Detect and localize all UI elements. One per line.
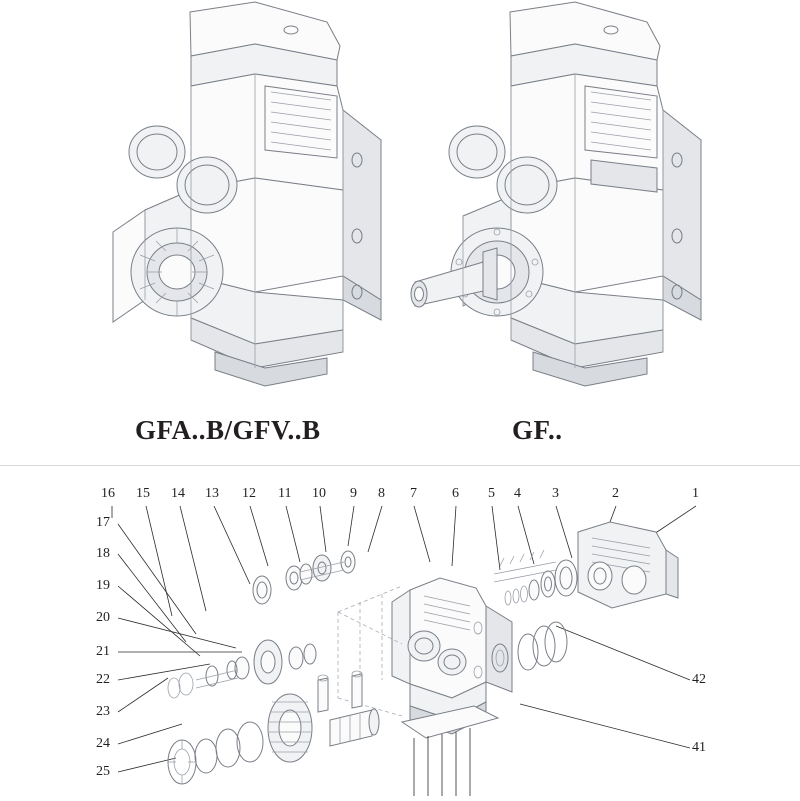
callout-5: 5 (488, 486, 495, 501)
gearbox-drawing-right (405, 0, 705, 405)
callout-12: 12 (242, 486, 256, 501)
callout-19: 19 (96, 578, 110, 593)
callout-24: 24 (96, 736, 110, 751)
callout-20: 20 (96, 610, 110, 625)
callout-22: 22 (96, 672, 110, 687)
callout-3: 3 (552, 486, 559, 501)
callout-4: 4 (514, 486, 521, 501)
callout-8: 8 (378, 486, 385, 501)
caption-right: GF.. (512, 415, 563, 445)
callout-18: 18 (96, 546, 110, 561)
gearbox-drawing-left (95, 0, 385, 405)
callout-23: 23 (96, 704, 110, 719)
callout-14: 14 (171, 486, 185, 501)
callout-15: 15 (136, 486, 150, 501)
callout-2: 2 (612, 486, 619, 501)
callout-1: 1 (692, 486, 699, 501)
callout-6: 6 (452, 486, 459, 501)
callout-10: 10 (312, 486, 326, 501)
callout-13: 13 (205, 486, 219, 501)
callout-17: 17 (96, 515, 110, 530)
callout-9: 9 (350, 486, 357, 501)
callout-7: 7 (410, 486, 417, 501)
callout-41: 41 (692, 740, 706, 755)
callout-16: 16 (101, 486, 115, 501)
callout-42: 42 (692, 672, 706, 687)
caption-left: GFA..B/GFV..B (135, 415, 321, 445)
callout-11: 11 (278, 486, 292, 501)
callout-21: 21 (96, 644, 110, 659)
callout-25: 25 (96, 764, 110, 779)
exploded-view-section (0, 465, 800, 801)
